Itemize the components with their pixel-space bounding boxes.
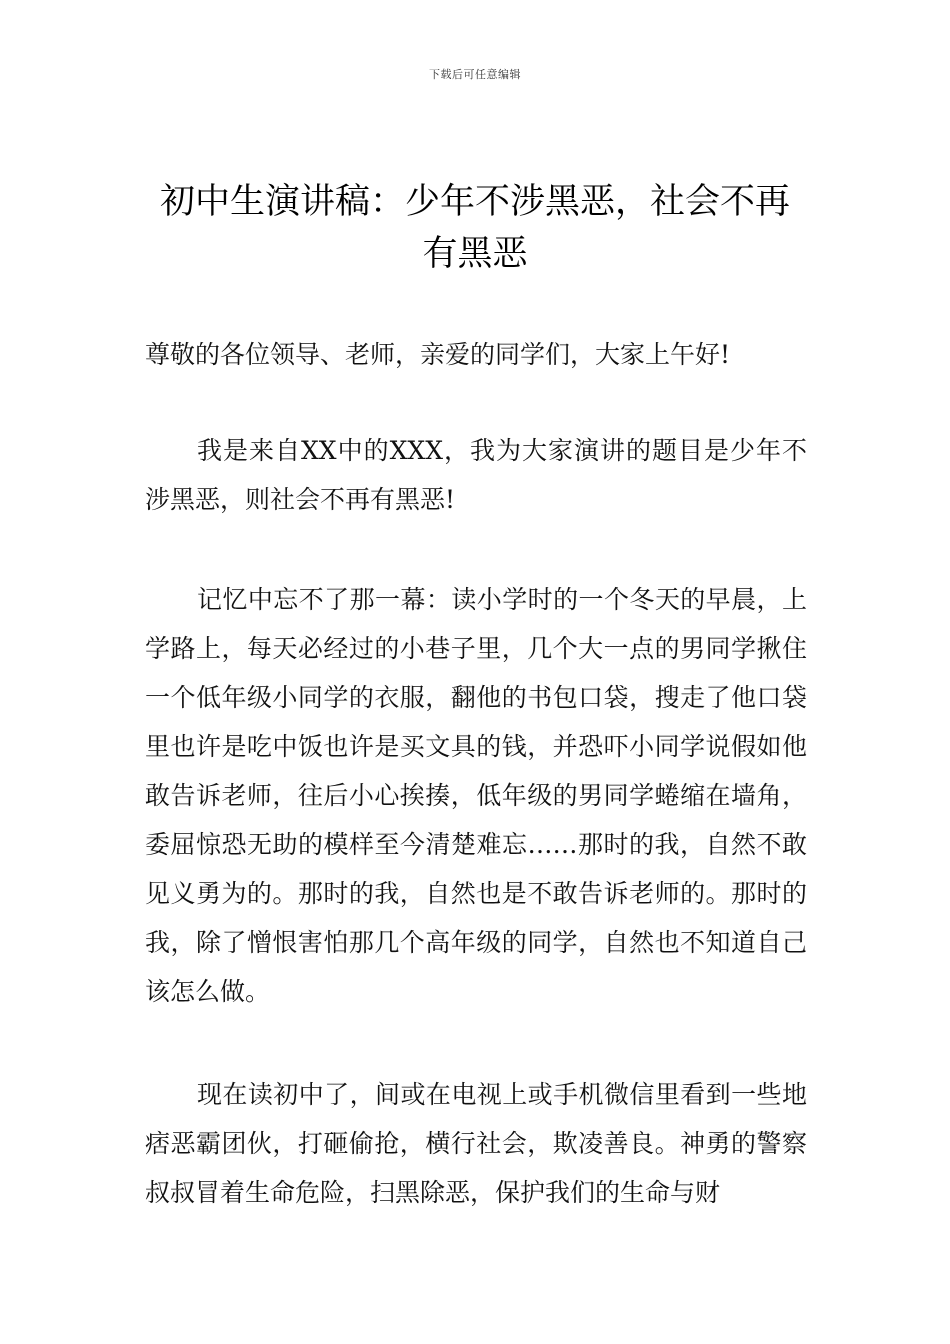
- header-note: 下载后可任意编辑: [429, 68, 521, 81]
- paragraph-present: 现在读初中了，间或在电视上或手机微信里看到一些地痞恶霸团伙，打砸偷抢，横行社会，欺凌善良。神勇的警察叔叔冒着生命危险，扫黑除恶，保护我们的生命与财: [145, 1080, 807, 1207]
- document-title: 初中生演讲稿：少年不涉黑恶，社会不再有黑恶: [159, 182, 790, 274]
- greeting-paragraph: 尊敬的各位领导、老师，亲爱的同学们，大家上午好!: [145, 340, 731, 369]
- paragraph-memory: 记忆中忘不了那一幕：读小学时的一个冬天的早晨，上学路上，每天必经过的小巷子里，几个大一点的男同学揪住一个低年级小同学的衣服，翻他的书包口袋，搜走了他口袋里也许是吃中饭也许是买文具的钱，并恐吓小同学说假如他敢告诉老师，往后小心挨揍，低年级的男同学蜷缩在墙角，委屈惊恐无助的模样至今清楚难忘……那时的我，自然不敢见义勇为的。那时的我，自然也是不敢告诉老师的。那时的我，除了憎恨害怕那几个高年级的同学，自然也不知道自己该怎么做。: [145, 585, 807, 1006]
- paragraph-intro: 我是来自XX中的XXX，我为大家演讲的题目是少年不涉黑恶，则社会不再有黑恶!: [145, 436, 807, 514]
